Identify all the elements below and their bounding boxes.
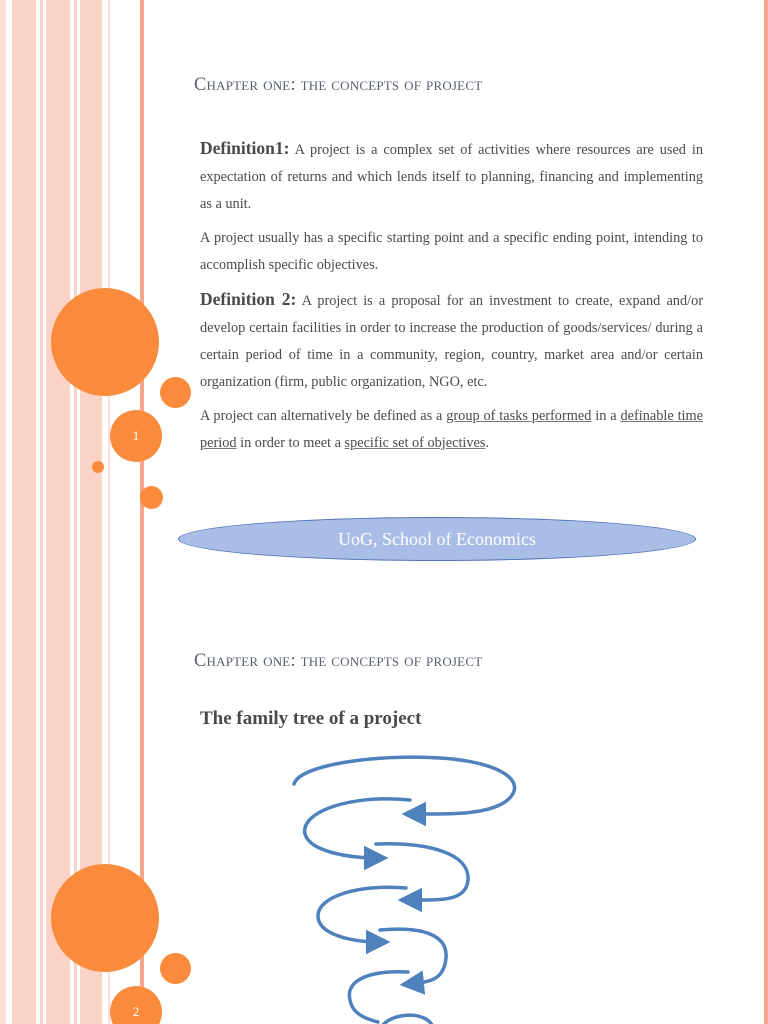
- text-run: .: [485, 435, 490, 451]
- alternative-definition-paragraph: [200, 403, 703, 457]
- spiral-loop-arrow: [382, 1015, 433, 1024]
- definition-1-label: Definition1:: [200, 138, 290, 158]
- spiral-diagram: [0, 512, 768, 1024]
- slide-title: Chapter one: the concepts of project: [194, 75, 483, 95]
- decor-stripe: [80, 0, 102, 512]
- underlined-phrase: definable time period: [200, 408, 703, 451]
- decor-circle-small: [140, 486, 163, 509]
- underlined-phrase: group of tasks performed: [446, 408, 592, 424]
- spiral-loop-arrow: [376, 844, 468, 900]
- footer-label: UoG, School of Economics: [338, 528, 536, 549]
- decor-stripe: [40, 0, 43, 512]
- spiral-loop-arrow: [380, 929, 446, 984]
- slide-subtitle: The family tree of a project: [200, 708, 422, 729]
- spiral-loop-arrow: [318, 887, 406, 942]
- decor-circle-small: [160, 377, 191, 408]
- definition-2-label: Definition 2:: [200, 289, 297, 309]
- decor-circle-large: [51, 288, 159, 396]
- slide-2: [0, 512, 768, 1024]
- slide-body: [200, 135, 703, 464]
- text-run: A project can alternatively be defined as a: [200, 408, 447, 424]
- text-run: in a: [591, 408, 621, 424]
- definition-2-paragraph: [200, 286, 703, 396]
- definition-2-text: A project is a proposal for an investment to create, expand and/or develop certain facilities in order to increase the production of goods/services/ during a certain period of time in a community, region, country, market area and/or certain organization (firm, public organization, NGO, etc.: [200, 293, 703, 390]
- spiral-loop-arrow: [305, 799, 410, 858]
- decor-stripe: [764, 0, 768, 512]
- decor-stripe: [74, 0, 77, 512]
- decor-stripe: [0, 0, 6, 512]
- decor-circle-dot: [92, 461, 104, 473]
- decor-stripe: [46, 0, 70, 512]
- page-number-badge: 1: [110, 410, 162, 462]
- starting-point-paragraph: A project usually has a specific starting point and a specific ending point, intending to accomplish specific objectives.: [200, 230, 703, 273]
- spiral-loop-arrow: [349, 972, 408, 1022]
- decor-stripe: [12, 0, 36, 512]
- definition-1-paragraph: [200, 135, 703, 218]
- slide-title: Chapter one: the concepts of project: [194, 651, 483, 671]
- spiral-loop-arrow: [294, 757, 515, 814]
- text-run: in order to meet a: [236, 435, 345, 451]
- underlined-phrase: specific set of objectives: [344, 435, 486, 451]
- definition-1-text: A project is a complex set of activities where resources are used in expectation of returns and which lends itself to planning, financing and implementing as a unit.: [200, 142, 703, 212]
- page-number-badge: 2: [110, 986, 162, 1024]
